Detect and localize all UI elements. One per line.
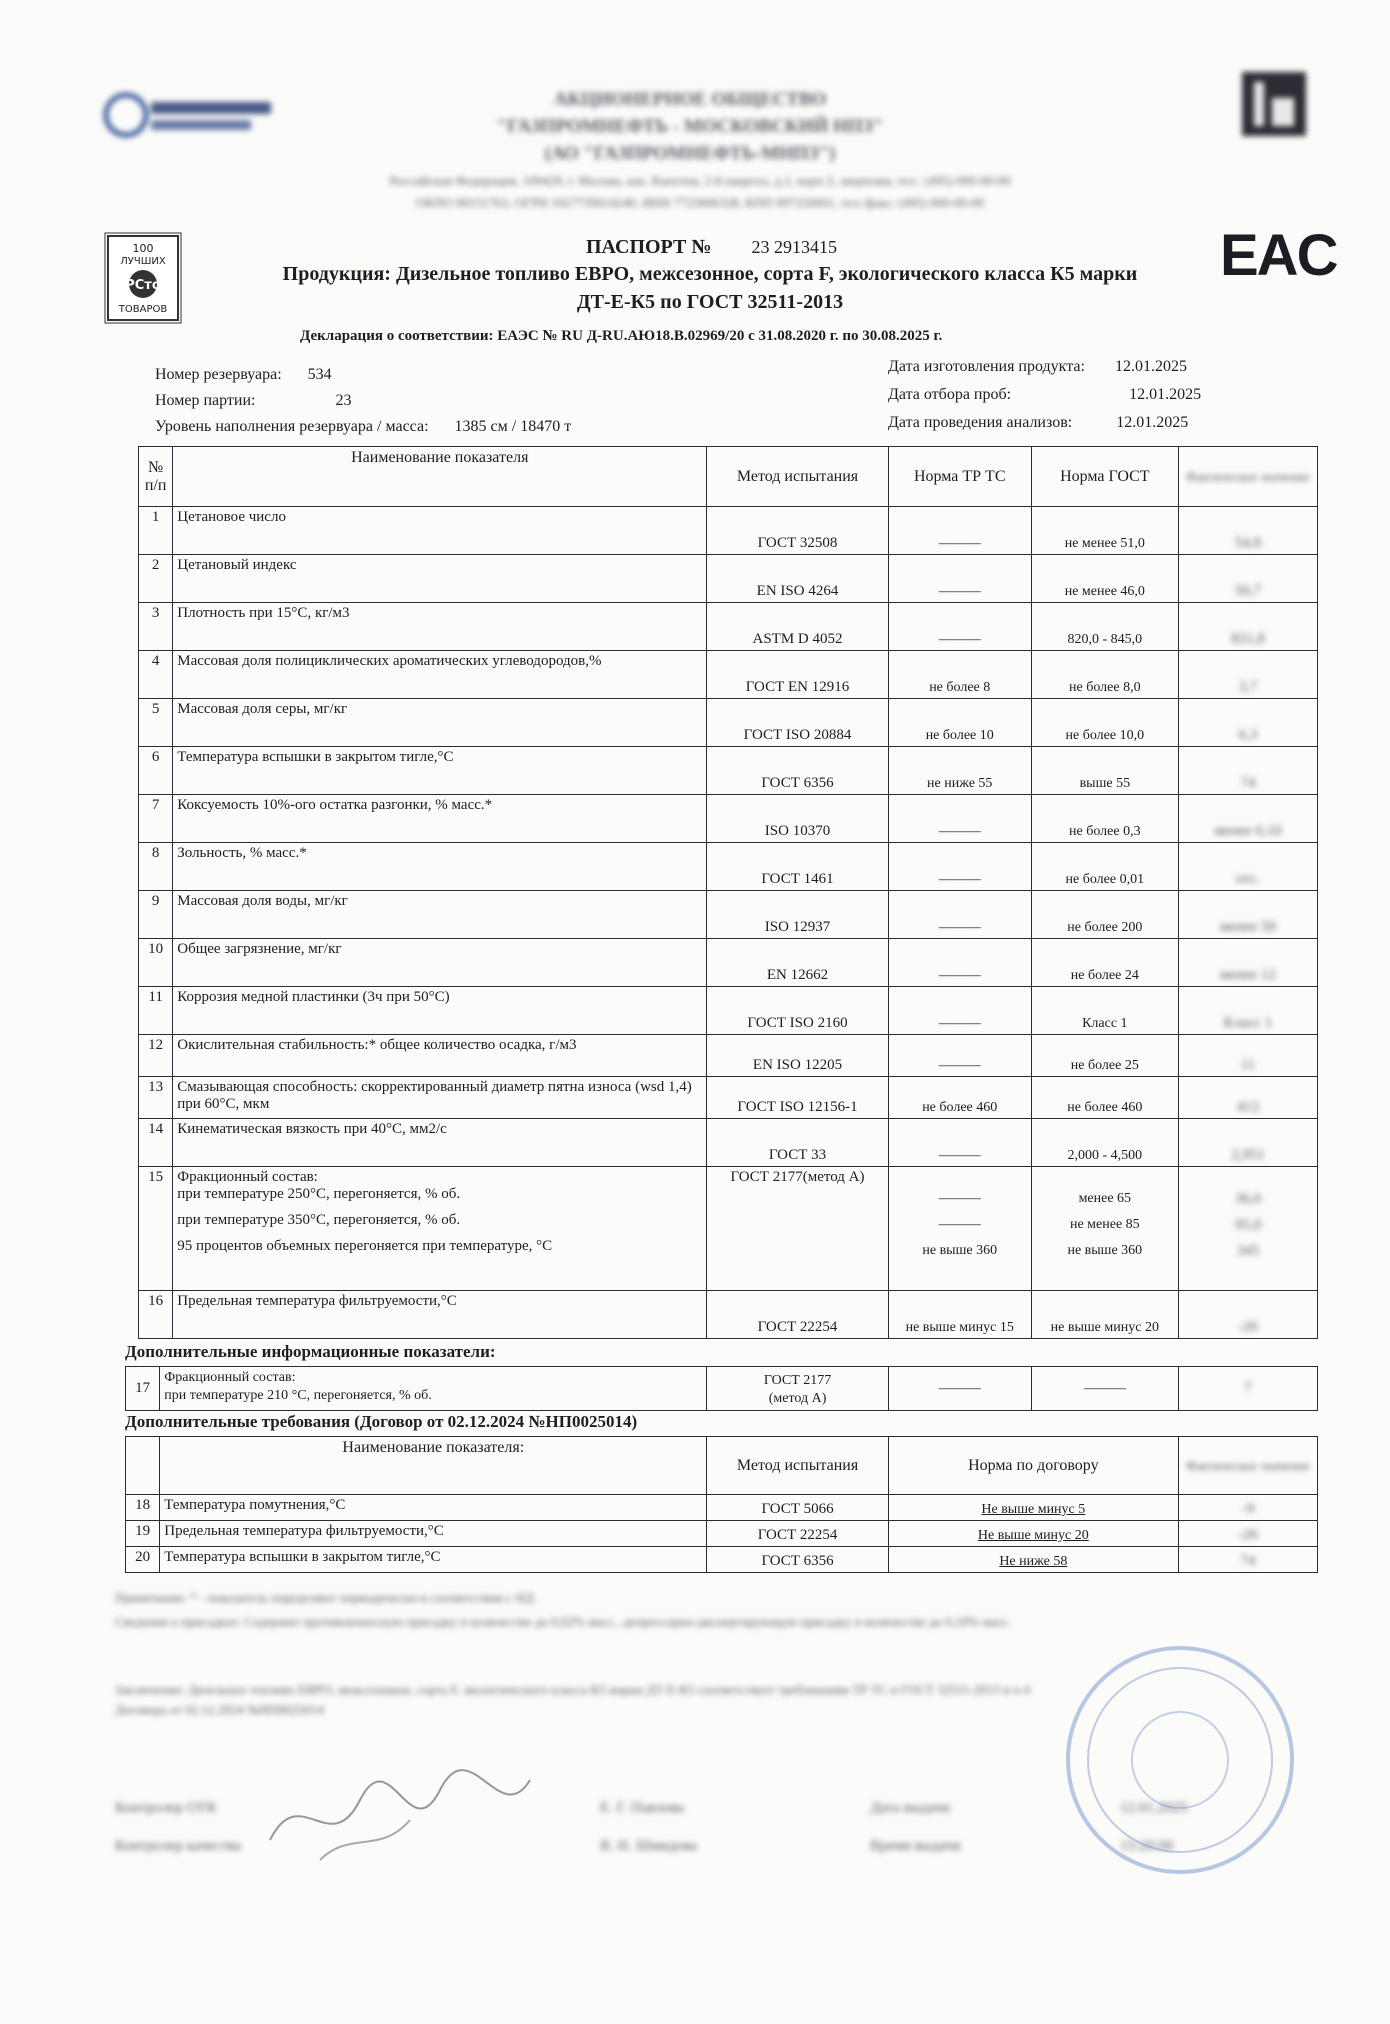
col-num: № п/п xyxy=(139,447,173,507)
indicator-name: Массовая доля воды, мг/кг xyxy=(173,891,707,939)
contract-col-result: Фактическое значение xyxy=(1178,1437,1317,1495)
indicator-name: Зольность, % масс.* xyxy=(173,843,707,891)
row-number: 5 xyxy=(139,699,173,747)
indicators-table xyxy=(138,446,1318,1339)
indicator-name: Окислительная стабильность:* общее количество осадка, г/м3 xyxy=(173,1035,707,1077)
test-method: ISO 10370 xyxy=(707,795,888,843)
norm-tr-ts: ——— xyxy=(888,843,1031,891)
extra-indicators-table xyxy=(125,1366,1318,1411)
row-number: 7 xyxy=(139,795,173,843)
indicator-name: Массовая доля полициклических ароматических углеводородов,% xyxy=(173,651,707,699)
table-row xyxy=(139,795,1318,843)
test-method: ГОСТ 32508 xyxy=(707,507,888,555)
row-number: 20 xyxy=(126,1547,160,1573)
indicator-name: Массовая доля серы, мг/кг xyxy=(173,699,707,747)
round-stamp xyxy=(1060,1640,1300,1880)
indicator-name: Цетановый индекс xyxy=(173,555,707,603)
norm-gost: не менее 51,0 xyxy=(1031,507,1178,555)
norm-gost: не более 10,0 xyxy=(1031,699,1178,747)
row-number: 11 xyxy=(139,987,173,1035)
table-row xyxy=(126,1521,1318,1547)
issue-time-label: Время выдачи xyxy=(870,1838,961,1854)
actual-value: Класс 1 xyxy=(1178,987,1317,1035)
extra-indicators-title: Дополнительные информационные показатели: xyxy=(125,1342,496,1361)
row-number: 3 xyxy=(139,603,173,651)
tank-level: Уровень наполнения резервуара / масса: 1385 см / 18470 т xyxy=(155,418,572,435)
contract-col-name: Наименование показателя: xyxy=(160,1437,707,1495)
table-row xyxy=(139,891,1318,939)
issue-time-value: 15:20:00 xyxy=(1120,1838,1174,1854)
contract-rows xyxy=(126,1495,1318,1573)
table-row xyxy=(139,699,1318,747)
norm-tr-ts: ——— xyxy=(888,555,1031,603)
norm-tr-ts: не ниже 55 xyxy=(888,747,1031,795)
actual-value: 54,8 xyxy=(1178,507,1317,555)
indicator-name: Смазывающая способность: скорректированный диаметр пятна износа (wsd 1,4) при 60°С, мкм xyxy=(173,1077,707,1119)
col-norm-gost: Норма ГОСТ xyxy=(1031,447,1178,507)
table-row xyxy=(139,603,1318,651)
indicator-name: Цетановое число xyxy=(173,507,707,555)
svg-text:100: 100 xyxy=(132,242,154,255)
test-method: ГОСТ EN 12916 xyxy=(707,651,888,699)
actual-value: -9 xyxy=(1178,1495,1317,1521)
table-row xyxy=(139,1077,1318,1119)
test-method: ГОСТ 6356 xyxy=(707,1547,888,1573)
contract-col-norm: Норма по договору xyxy=(888,1437,1178,1495)
contract-requirements-table xyxy=(125,1436,1318,1573)
test-method: ГОСТ ISO 12156-1 xyxy=(707,1077,888,1119)
actual-value: 2,951 xyxy=(1178,1119,1317,1167)
actual-value: 6,3 xyxy=(1178,699,1317,747)
passport-title: ПАСПОРТ № 23 2913415 xyxy=(586,236,837,258)
norm-gost: не более 200 xyxy=(1031,891,1178,939)
table-row xyxy=(126,1547,1318,1573)
issue-date-value: 12.01.2025 xyxy=(1120,1800,1188,1816)
col-result: Фактическое значение xyxy=(1178,447,1317,507)
col-method: Метод испытания xyxy=(707,447,888,507)
table-row xyxy=(126,1495,1318,1521)
norm-gost: 2,000 - 4,500 xyxy=(1031,1119,1178,1167)
norm-tr-ts: не более 8 xyxy=(888,651,1031,699)
table-row xyxy=(139,507,1318,555)
table-row xyxy=(139,1035,1318,1077)
norm-gost: не более 0,01 xyxy=(1031,843,1178,891)
test-method: ГОСТ 1461 xyxy=(707,843,888,891)
actual-value: менее 50 xyxy=(1178,891,1317,939)
note-periodic: Примечание: * - показатель определяют периодически в соответствии с НД xyxy=(115,1590,534,1605)
row-number: 6 xyxy=(139,747,173,795)
actual-value: 74 xyxy=(1178,747,1317,795)
declaration: Декларация о соответствии: ЕАЭС № RU Д-RU.АЮ18.В.02969/20 с 31.08.2020 г. по 30.08.2025 г. xyxy=(300,328,943,344)
table-row xyxy=(139,1119,1318,1167)
indicator-name: Кинематическая вязкость при 40°С, мм2/с xyxy=(173,1119,707,1167)
actual-value: 3,7 xyxy=(1178,651,1317,699)
note-additives: Сведения о присадках: Содержит противоизносную присадку в количестве до 0,02% масс., депрессорно-диспергирующую присадку в количестве до 0,10% масс. xyxy=(115,1614,1011,1629)
test-method: ГОСТ 5066 xyxy=(707,1495,888,1521)
actual-value: 831,8 xyxy=(1178,603,1317,651)
organization-name: АКЦИОНЕРНОЕ ОБЩЕСТВО "ГАЗПРОМНЕФТЬ - МОСКОВСКИЙ НПЗ" (АО "ГАЗПРОМНЕФТЬ-МНПЗ") xyxy=(496,89,884,164)
eac-mark: EAC xyxy=(1220,223,1337,288)
analysis-date: Дата проведения анализов: 12.01.2025 xyxy=(888,414,1189,431)
contract-norm: Не ниже 58 xyxy=(888,1547,1178,1573)
svg-text:РСто: РСто xyxy=(125,278,161,293)
norm-tr-ts: не более 10 xyxy=(888,699,1031,747)
norm-tr-ts: не более 460 xyxy=(888,1077,1031,1119)
batch-number: Номер партии: 23 xyxy=(155,392,352,409)
table-row: 16 Предельная температура фильтруемости,°С ГОСТ 22254 не выше минус 15 не выше минус 20 -26 xyxy=(139,1291,1318,1339)
actual-value: 412 xyxy=(1178,1077,1317,1119)
indicator-name: Предельная температура фильтруемости,°С xyxy=(160,1521,707,1547)
row-number: 9 xyxy=(139,891,173,939)
norm-tr-ts: ——— xyxy=(888,603,1031,651)
actual-value: 50,7 xyxy=(1178,555,1317,603)
passport-number: 23 2913415 xyxy=(751,237,837,257)
table-row xyxy=(139,555,1318,603)
best-goods-mark xyxy=(104,232,182,324)
norm-tr-ts: ——— xyxy=(888,795,1031,843)
norm-tr-ts: ——— xyxy=(888,891,1031,939)
norm-gost: не менее 46,0 xyxy=(1031,555,1178,603)
test-method: ГОСТ ISO 2160 xyxy=(707,987,888,1035)
controller-name: Е. Г. Павлова xyxy=(600,1800,685,1816)
norm-gost: Класс 1 xyxy=(1031,987,1178,1035)
norm-gost: не более 25 xyxy=(1031,1035,1178,1077)
inspector-name: В. Н. Шмидова xyxy=(600,1838,698,1854)
test-method: EN ISO 12205 xyxy=(707,1035,888,1077)
actual-value: -26 xyxy=(1178,1521,1317,1547)
indicator-name: Температура вспышки в закрытом тигле,°С xyxy=(160,1547,707,1573)
row-number: 12 xyxy=(139,1035,173,1077)
row-number: 1 xyxy=(139,507,173,555)
table-row xyxy=(139,939,1318,987)
actual-value: 74 xyxy=(1178,1547,1317,1573)
norm-tr-ts: ——— xyxy=(888,939,1031,987)
product-description: Продукция: Дизельное топливо ЕВРО, межсезонное, сорта F, экологического класса К5 марки ДТ-Е-К5 по ГОСТ 32511-2013 xyxy=(282,263,1138,313)
contract-norm: Не выше минус 20 xyxy=(888,1521,1178,1547)
table-row: 17 Фракционный состав: при температуре 210 °С, перегоняется, % об. ГОСТ 2177 (метод А) ——— ——— 7 xyxy=(126,1367,1318,1411)
contract-col-method: Метод испытания xyxy=(707,1437,888,1495)
contract-requirements-title: Дополнительные требования (Договор от 02.12.2024 №НП0025014) xyxy=(125,1412,638,1431)
table-row xyxy=(139,843,1318,891)
norm-tr-ts: ——— xyxy=(888,987,1031,1035)
indicator-name: Коррозия медной пластинки (3ч при 50°С) xyxy=(173,987,707,1035)
norm-tr-ts: ——— xyxy=(888,1035,1031,1077)
indicator-name: Коксуемость 10%-ого остатка разгонки, % масс.* xyxy=(173,795,707,843)
norm-tr-ts: ——— xyxy=(888,507,1031,555)
norm-gost: не более 8,0 xyxy=(1031,651,1178,699)
organization-address: Российская Федерация, 109429, г. Москва, кап. Капотня, 2-й квартал, д.1, корп.3, лицензия, тел.: (495) 000-00-00 ОКПО 00151763, ОГРН 1027739014240, ИНН 7723006328, КПП 997250001, тел./факс: (495) 000-00-00 xyxy=(389,173,1011,210)
test-method: ГОСТ 6356 xyxy=(707,747,888,795)
actual-value: менее 0,10 xyxy=(1178,795,1317,843)
actual-value: 11 xyxy=(1178,1035,1317,1077)
table-row xyxy=(139,987,1318,1035)
conclusion: Заключение: Дизельное топливо ЕВРО, межсезонное, сорта F, экологического класса К5 марки ДТ-Е-К5 соответствует требованиям ТР ТС и ГОСТ 32511-2013 и п.4 Договора от 02.12.2024 №НП0025014 xyxy=(115,1682,1030,1717)
col-name: Наименование показателя xyxy=(173,447,707,507)
sampling-date: Дата отбора проб: 12.01.2025 xyxy=(888,386,1202,403)
issue-date-label: Дата выдачи xyxy=(870,1800,951,1816)
test-method: EN ISO 4264 xyxy=(707,555,888,603)
handwritten-signature xyxy=(260,1760,540,1870)
indicator-rows xyxy=(139,507,1318,1167)
norm-gost: не более 24 xyxy=(1031,939,1178,987)
test-method: ISO 12937 xyxy=(707,891,888,939)
controller-label: Контролер ОТК xyxy=(115,1800,217,1816)
col-norm-tr: Норма ТР ТС xyxy=(888,447,1031,507)
tank-number: Номер резервуара: 534 xyxy=(155,366,332,383)
svg-text:ЛУЧШИХ: ЛУЧШИХ xyxy=(120,256,166,267)
contract-norm: Не выше минус 5 xyxy=(888,1495,1178,1521)
test-method: EN 12662 xyxy=(707,939,888,987)
row-number: 18 xyxy=(126,1495,160,1521)
norm-gost: не более 0,3 xyxy=(1031,795,1178,843)
norm-tr-ts: ——— xyxy=(888,1119,1031,1167)
test-method: ГОСТ 33 xyxy=(707,1119,888,1167)
actual-value: менее 12 xyxy=(1178,939,1317,987)
test-method: ГОСТ 22254 xyxy=(707,1521,888,1547)
indicator-name: Общее загрязнение, мг/кг xyxy=(173,939,707,987)
indicator-name: Температура вспышки в закрытом тигле,°С xyxy=(173,747,707,795)
svg-text:ТОВАРОВ: ТОВАРОВ xyxy=(118,304,168,315)
inspector-label: Контролер качества xyxy=(115,1838,242,1854)
row-number: 14 xyxy=(139,1119,173,1167)
norm-gost: выше 55 xyxy=(1031,747,1178,795)
row-number: 19 xyxy=(126,1521,160,1547)
factory-logo xyxy=(1238,68,1310,140)
norm-gost: 820,0 - 845,0 xyxy=(1031,603,1178,651)
norm-gost: не более 460 xyxy=(1031,1077,1178,1119)
row-number: 10 xyxy=(139,939,173,987)
row-number: 4 xyxy=(139,651,173,699)
row-number: 13 xyxy=(139,1077,173,1119)
manufacture-date: Дата изготовления продукта: 12.01.2025 xyxy=(888,358,1187,375)
table-row xyxy=(139,747,1318,795)
table-row: 15 Фракционный состав: при температуре 250°С, перегоняется, % об. при температуре 350°С, перегоняется, % об. 95 процентов объемных перегоняется при температуре, °С ГОСТ 2177(метод А) ——— ——— не выше 360 менее 65 не менее 85 не выше 360 36,0 95,0 345 xyxy=(139,1167,1318,1291)
indicator-name: Плотность при 15°С, кг/м3 xyxy=(173,603,707,651)
row-number: 2 xyxy=(139,555,173,603)
indicator-name: Температура помутнения,°С xyxy=(160,1495,707,1521)
test-method: ГОСТ ISO 20884 xyxy=(707,699,888,747)
actual-value: отс. xyxy=(1178,843,1317,891)
row-number: 8 xyxy=(139,843,173,891)
company-logo xyxy=(96,80,286,150)
table-row xyxy=(139,651,1318,699)
test-method: ASTM D 4052 xyxy=(707,603,888,651)
